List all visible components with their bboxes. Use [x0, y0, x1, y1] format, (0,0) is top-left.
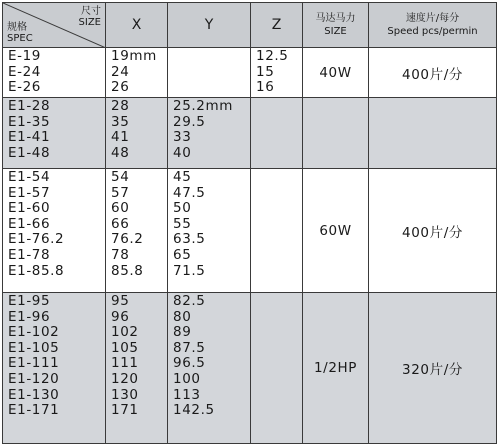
y-value: 25.2mm — [173, 98, 233, 114]
spec-value: E1-28 — [8, 98, 51, 114]
z-column — [251, 48, 303, 98]
spec-value: E1-171 — [8, 402, 60, 419]
spec-value: E-19 — [8, 48, 41, 64]
spec-value: E1-120 — [8, 370, 60, 387]
spec-value: E1-130 — [8, 386, 60, 403]
motor-label-en: SIZE — [324, 26, 347, 37]
header-z: Z — [251, 3, 303, 48]
spec-value: E-24 — [8, 63, 41, 80]
speed-value: 400片/分 — [369, 169, 497, 293]
spec-value: E1-105 — [8, 339, 60, 356]
size-label — [79, 6, 101, 28]
x-value: 54 — [111, 169, 130, 185]
y-value: 65 — [173, 246, 192, 263]
header-x: X — [106, 3, 168, 48]
x-value: 57 — [111, 184, 130, 201]
group-row-e1-large — [3, 293, 497, 444]
x-value: 95 — [111, 293, 130, 309]
x-value: 96 — [111, 308, 130, 325]
x-value: 35 — [111, 113, 130, 130]
y-value: 71.5 — [173, 262, 206, 279]
x-value: 120 — [111, 370, 139, 387]
motor-label-cn: 马达马力 — [315, 13, 356, 24]
y-column — [168, 293, 251, 444]
x-value: 76.2 — [111, 231, 144, 248]
speed-label-cn: 速度片/每分 — [405, 13, 460, 24]
motor-value: 1/2HP — [303, 293, 369, 444]
speed-value: 400片/分 — [369, 48, 497, 98]
motor-value — [303, 98, 369, 169]
group-row-e1-small — [3, 98, 497, 169]
spec-column — [3, 98, 106, 169]
y-column — [168, 48, 251, 98]
y-value: 47.5 — [173, 184, 206, 201]
x-value: 85.8 — [111, 262, 144, 279]
spec-value: E1-95 — [8, 293, 51, 309]
x-value: 26 — [111, 79, 130, 96]
x-value: 48 — [111, 144, 130, 161]
y-column — [168, 169, 251, 293]
spec-value: E1-41 — [8, 129, 51, 146]
spec-column — [3, 48, 106, 98]
y-value: 96.5 — [173, 355, 206, 372]
x-value: 60 — [111, 200, 130, 217]
x-value: 66 — [111, 215, 130, 232]
speed-label-en: Speed pcs/permin — [387, 26, 478, 37]
y-value: 87.5 — [173, 339, 206, 356]
spec-column — [3, 293, 106, 444]
x-column — [106, 98, 168, 169]
x-value: 28 — [111, 98, 130, 114]
header-y: Y — [168, 3, 251, 48]
y-value: 80 — [173, 308, 192, 325]
spec-value: E1-35 — [8, 113, 51, 130]
header-row — [3, 3, 497, 48]
spec-value: E1-102 — [8, 324, 60, 341]
y-value: 142.5 — [173, 402, 215, 419]
spec-label-cn: 规格 — [7, 22, 27, 33]
x-value: 24 — [111, 63, 130, 80]
x-value: 19mm — [111, 48, 157, 64]
y-value: 50 — [173, 200, 192, 217]
header-spec-size-cell — [3, 3, 106, 48]
z-value: 15 — [256, 63, 275, 80]
spec-column — [3, 169, 106, 293]
y-value: 40 — [173, 144, 192, 161]
y-value: 55 — [173, 215, 192, 232]
z-value: 12.5 — [256, 48, 289, 64]
z-column — [251, 169, 303, 293]
spec-value: E-26 — [8, 79, 41, 96]
y-value: 82.5 — [173, 293, 206, 309]
y-value: 100 — [173, 370, 201, 387]
motor-value: 60W — [303, 169, 369, 293]
x-column — [106, 169, 168, 293]
header-speed — [369, 3, 497, 48]
spec-value: E1-66 — [8, 215, 51, 232]
group-row-e — [3, 48, 497, 98]
x-value: 102 — [111, 324, 139, 341]
speed-value: 320片/分 — [369, 293, 497, 444]
y-value: 89 — [173, 324, 192, 341]
z-column — [251, 98, 303, 169]
x-value: 41 — [111, 129, 130, 146]
x-value: 105 — [111, 339, 139, 356]
spec-sheet — [2, 2, 496, 443]
speed-value — [369, 98, 497, 169]
y-value: 63.5 — [173, 231, 206, 248]
spec-value: E1-78 — [8, 246, 51, 263]
spec-value: E1-54 — [8, 169, 51, 185]
x-value: 111 — [111, 355, 139, 372]
size-label-en: SIZE — [78, 17, 101, 28]
spec-table — [2, 2, 497, 444]
z-column — [251, 293, 303, 444]
spec-value: E1-111 — [8, 355, 60, 372]
y-value: 29.5 — [173, 113, 206, 130]
y-value: 113 — [173, 386, 201, 403]
spec-value: E1-76.2 — [8, 231, 65, 248]
spec-value: E1-60 — [8, 200, 51, 217]
spec-value: E1-96 — [8, 308, 51, 325]
spec-label-en: SPEC — [7, 33, 33, 44]
y-value: 45 — [173, 169, 192, 185]
size-label-cn: 尺寸 — [81, 6, 101, 17]
x-column — [106, 48, 168, 98]
z-value: 16 — [256, 79, 275, 96]
x-column — [106, 293, 168, 444]
y-column — [168, 98, 251, 169]
spec-value: E1-85.8 — [8, 262, 65, 279]
header-motor — [303, 3, 369, 48]
group-row-e1-medium — [3, 169, 497, 293]
x-value: 130 — [111, 386, 139, 403]
spec-value: E1-48 — [8, 144, 51, 161]
motor-value: 40W — [303, 48, 369, 98]
x-value: 78 — [111, 246, 130, 263]
x-value: 171 — [111, 402, 139, 419]
spec-label — [7, 22, 33, 44]
y-value: 33 — [173, 129, 192, 146]
spec-value: E1-57 — [8, 184, 51, 201]
